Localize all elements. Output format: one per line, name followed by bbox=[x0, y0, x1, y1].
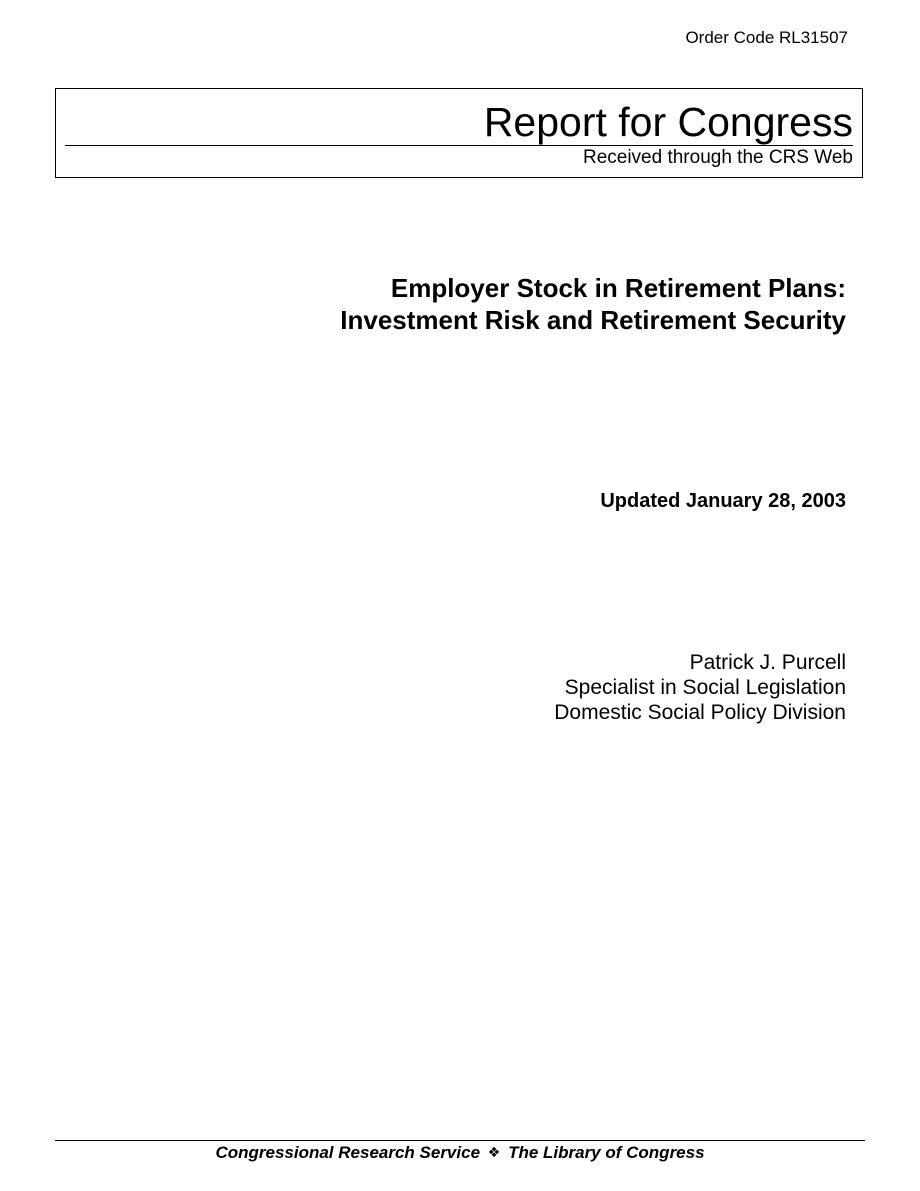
header-title: Report for Congress bbox=[483, 99, 853, 145]
footer-divider bbox=[55, 1140, 865, 1141]
footer bbox=[0, 1143, 920, 1163]
report-header-box bbox=[55, 88, 863, 178]
order-code: Order Code RL31507 bbox=[685, 28, 848, 47]
author-name: Patrick J. Purcell bbox=[689, 651, 846, 674]
updated-date: Updated January 28, 2003 bbox=[600, 490, 846, 512]
report-title-line-2: Investment Risk and Retirement Security bbox=[340, 305, 846, 335]
four-diamond-ornament-icon: ❖ bbox=[487, 1145, 501, 1161]
author-block bbox=[554, 650, 846, 725]
header-divider bbox=[65, 145, 853, 146]
report-title-line-1: Employer Stock in Retirement Plans: bbox=[390, 273, 846, 303]
footer-crs: Congressional Research Service bbox=[215, 1143, 481, 1162]
author-position: Specialist in Social Legislation bbox=[564, 676, 846, 699]
header-subtitle: Received through the CRS Web bbox=[582, 147, 853, 168]
footer-library: The Library of Congress bbox=[508, 1143, 705, 1162]
author-division: Domestic Social Policy Division bbox=[554, 701, 846, 724]
report-title bbox=[340, 272, 846, 336]
